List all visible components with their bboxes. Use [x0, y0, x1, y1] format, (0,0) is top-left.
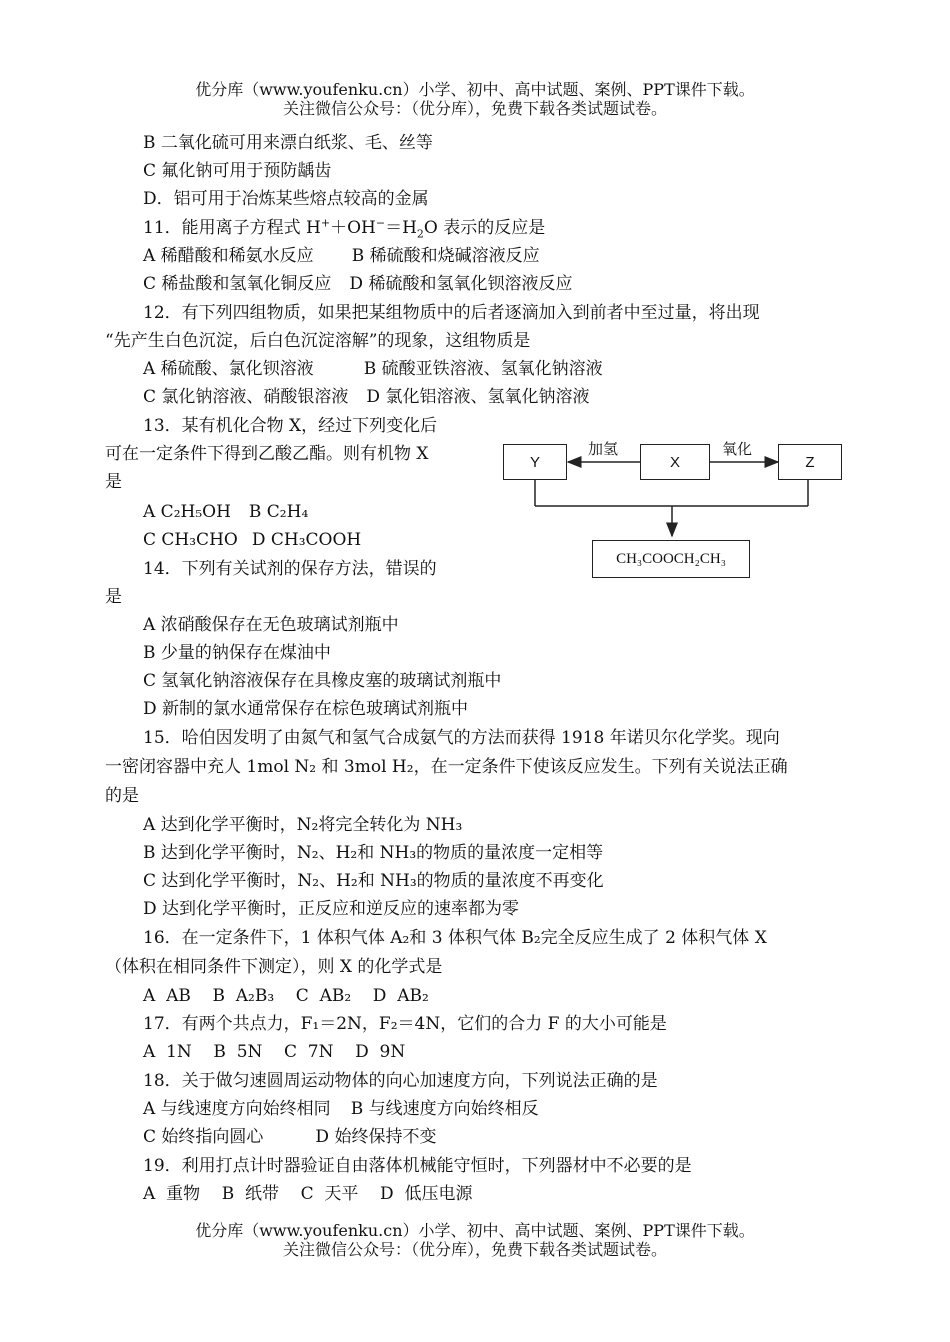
q15-stem-2: 一密闭容器中充人 1mol N₂ 和 3mol H₂，在一定条件下使该反应发生。下列有关说法正确	[105, 757, 788, 777]
q10-option-d: D．铝可用于冶炼某些熔点较高的金属	[143, 189, 429, 209]
q12-option-b: B 硫酸亚铁溶液、氢氧化钠溶液	[363, 359, 603, 379]
q17-options: A 1N B 5N C 7N D 9N	[143, 1042, 406, 1062]
q11-stem	[143, 216, 546, 241]
q11-sup-plus: +	[320, 216, 331, 230]
q10-option-c: C 氟化钠可用于预防龋齿	[143, 161, 332, 181]
q15-stem-3: 的是	[105, 786, 139, 806]
q12-options-ab	[143, 359, 603, 379]
q13-stem-2: 可在一定条件下得到乙酸乙酯。则有机物 X	[105, 444, 429, 464]
q11-sup-minus: −	[375, 216, 386, 230]
q18-option-b: B 与线速度方向始终相反	[350, 1099, 539, 1119]
q13-stem-1: 13．某有机化合物 X，经过下列变化后	[143, 416, 438, 436]
label-hydrogenation: 加氢	[588, 440, 619, 458]
q12-options-cd	[143, 387, 589, 407]
q12-option-a: A 稀硫酸、氯化钡溶液	[143, 359, 314, 379]
q18-option-a: A 与线速度方向始终相同	[143, 1099, 331, 1119]
q14-stem-1: 14．下列有关试剂的保存方法，错误的	[143, 559, 437, 579]
q18-options-ab	[143, 1099, 539, 1119]
q11-options-ab	[143, 246, 540, 266]
q11-options-cd	[143, 274, 572, 294]
q14-option-c: C 氢氧化钠溶液保存在具橡皮塞的玻璃试剂瓶中	[143, 671, 502, 691]
q16-stem-2: （体积在相同条件下测定），则 X 的化学式是	[105, 957, 443, 977]
q18-stem: 18．关于做匀速圆周运动物体的向心加速度方向，下列说法正确的是	[143, 1071, 658, 1091]
q19-stem: 19．利用打点计时器验证自由落体机械能守恒时，下列器材中不必要的是	[143, 1156, 692, 1176]
q14-option-b: B 少量的钠保存在煤油中	[143, 643, 331, 663]
q10-option-b: B 二氧化硫可用来漂白纸浆、毛、丝等	[143, 133, 433, 153]
q14-option-d: D 新制的氯水通常保存在棕色玻璃试剂瓶中	[143, 699, 469, 719]
q11-option-a: A 稀醋酸和稀氨水反应	[143, 246, 314, 266]
q18-options-cd	[143, 1127, 436, 1147]
q12-stem-1: 12．有下列四组物质，如果把某组物质中的后者逐滴加入到前者中至过量，将出现	[143, 303, 760, 323]
box-y: Y	[503, 444, 567, 480]
q12-option-d: D 氯化铝溶液、氢氧化钠溶液	[366, 387, 590, 407]
q13-stem-3: 是	[105, 472, 122, 492]
q13-option-d: D CH₃COOH	[251, 530, 362, 550]
q18-option-d: D 始终保持不变	[315, 1127, 437, 1147]
box-z: Z	[778, 444, 842, 480]
q15-option-a: A 达到化学平衡时，N₂将完全转化为 NH₃	[143, 815, 463, 835]
q11-stem-part-1: 11．能用离子方程式 H	[143, 218, 321, 238]
q16-options: A AB B A₂B₃ C AB₂ D AB₂	[143, 986, 429, 1006]
header-line-2: 关注微信公众号：（优分库），免费下载各类试题试卷。	[282, 99, 667, 118]
q13-options-cd	[143, 530, 361, 550]
footer-line-2: 关注微信公众号：（优分库），免费下载各类试题试卷。	[282, 1240, 667, 1259]
q11-option-c: C 稀盐酸和氢氧化铜反应	[143, 274, 332, 294]
q19-options: A 重物 B 纸带 C 天平 D 低压电源	[143, 1184, 473, 1204]
q18-option-c: C 始终指向圆心	[143, 1127, 264, 1147]
box-x: X	[640, 444, 710, 480]
q15-option-c: C 达到化学平衡时，N₂、H₂和 NH₃的物质的量浓度不再变化	[143, 871, 604, 891]
label-oxidation: 氧化	[722, 440, 753, 458]
q13-option-b: B C₂H₄	[248, 502, 309, 522]
q15-stem-1: 15．哈伯因发明了由氮气和氢气合成氨气的方法而获得 1918 年诺贝尔化学奖。现向	[143, 728, 780, 748]
q11-stem-part-4: O 表示的反应是	[423, 218, 546, 238]
footer-line-1: 优分库（www.youfenku.cn）小学、初中、高中试题、案例、PPT课件下载。	[195, 1221, 755, 1240]
q13-option-c: C CH₃CHO	[143, 530, 238, 550]
q11-sub-2: 2	[416, 227, 424, 241]
box-product: CH₃COOCH₂CH₃	[592, 540, 750, 578]
q12-option-c: C 氯化钠溶液、硝酸银溶液	[143, 387, 349, 407]
q14-option-a: A 浓硝酸保存在无色玻璃试剂瓶中	[143, 615, 399, 635]
q12-stem-2: “先产生白色沉淀，后白色沉淀溶解”的现象，这组物质是	[105, 331, 531, 351]
reaction-diagram	[500, 432, 860, 582]
q15-option-b: B 达到化学平衡时，N₂、H₂和 NH₃的物质的量浓度一定相等	[143, 843, 604, 863]
q11-stem-part-3: ＝H	[385, 218, 417, 238]
q16-stem-1: 16．在一定条件下，1 体积气体 A₂和 3 体积气体 B₂完全反应生成了 2 体积气体 X	[143, 928, 767, 948]
q13-options-ab	[143, 502, 308, 522]
q11-stem-part-2: ＋OH	[330, 218, 376, 238]
q11-option-d: D 稀硫酸和氢氧化钡溶液反应	[349, 274, 573, 294]
q14-stem-2: 是	[105, 587, 122, 607]
header-line-1: 优分库（www.youfenku.cn）小学、初中、高中试题、案例、PPT课件下载。	[195, 80, 755, 99]
q15-option-d: D 达到化学平衡时，正反应和逆反应的速率都为零	[143, 899, 520, 919]
q13-option-a: A C₂H₅OH	[143, 502, 231, 522]
q11-option-b: B 稀硫酸和烧碱溶液反应	[351, 246, 540, 266]
q17-stem: 17．有两个共点力，F₁＝2N，F₂＝4N，它们的合力 F 的大小可能是	[143, 1014, 667, 1034]
